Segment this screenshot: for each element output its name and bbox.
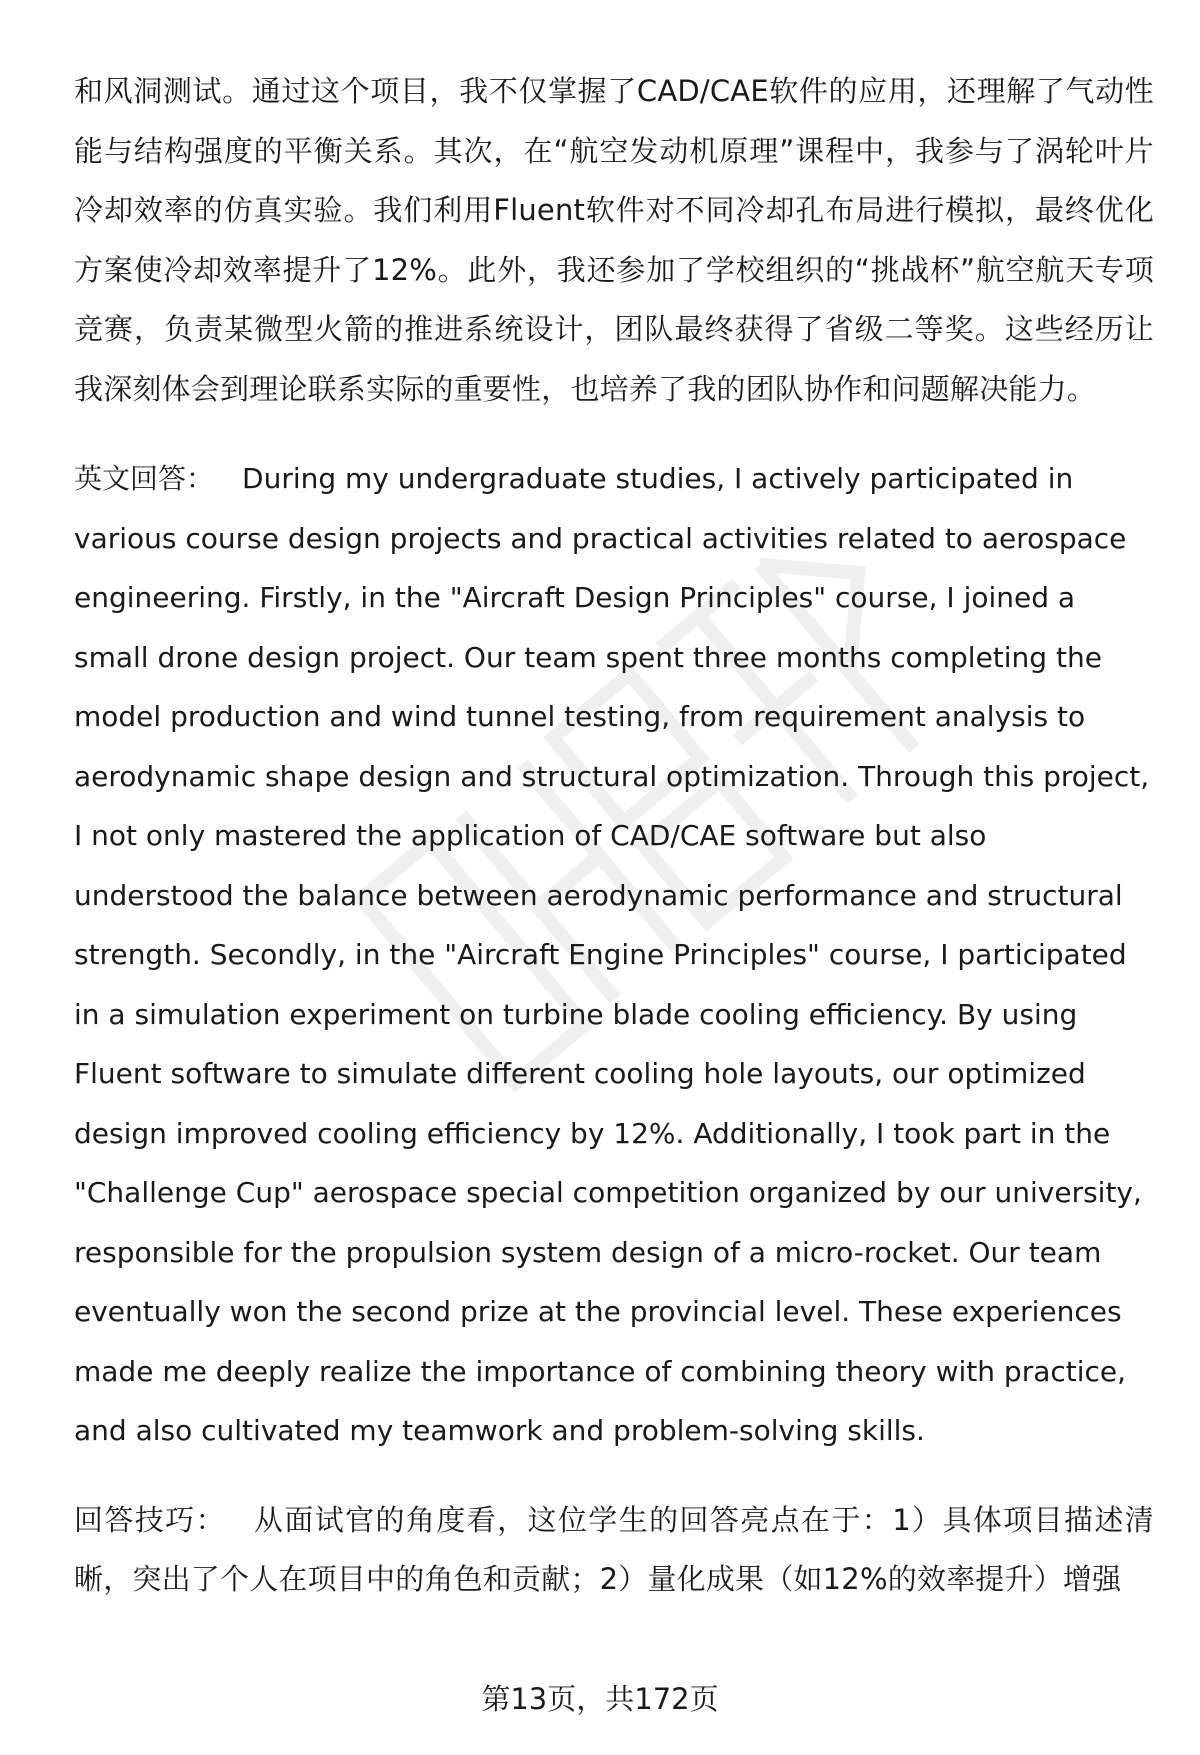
page-number-footer: 第13页，共172页 — [481, 1682, 719, 1716]
english-answer-text: During my undergraduate studies, I actively participated in various course design projects and practical activities related to aerospace engineering. Firstly, in the "Aircraft Design Principles" course, I joined a small drone design project. Our team spent three months completing the model production and wind tunnel testing, from requirement analysis to aerodynamic shape design and structural optimization. Through this project, I not only mastered the application of CAD/CAE software but also understood the balance between aerodynamic performance and structural strength. Secondly, in the "Aircraft Engine Principles" course, I participated in a simulation experiment on turbine blade cooling efficiency. By using Fluent software to simulate different cooling hole layouts, our optimized design improved cooling efficiency by 12%. Additionally, I took part in the "Challenge Cup" aerospace special competition organized by our university, responsible for the propulsion system design of a micro-rocket. Our team eventually won the second prize at the provincial level. These experiences made me deeply realize the importance of combining theory with practice, and also cultivated my teamwork and problem-solving skills. — [74, 462, 1150, 1447]
english-answer-label: 英文回答： — [74, 462, 215, 495]
chinese-paragraph: 和风洞测试。通过这个项目，我不仅掌握了CAD/CAE软件的应用，还理解了气动性能与结构强度的平衡关系。其次，在“航空发动机原理”课程中，我参与了涡轮叶片冷却效率的仿真实验。我们利用Fluent软件对不同冷却孔布局进行模拟，最终优化方案使冷却效率提升了12%。此外，我还参加了学校组织的“挑战杯”航空航天专项竞赛，负责某微型火箭的推进系统设计，团队最终获得了省级二等奖。这些经历让我深刻体会到理论联系实际的重要性，也培养了我的团队协作和问题解决能力。 — [74, 74, 1154, 406]
paragraph-spacer — [74, 419, 1154, 449]
tips-label: 回答技巧： — [74, 1502, 226, 1537]
paragraph-spacer — [74, 1461, 1154, 1491]
page-content — [74, 62, 1154, 1610]
english-answer-paragraph — [74, 449, 1154, 1461]
tips-text: 从面试官的角度看，这位学生的回答亮点在于：1）具体项目描述清晰，突出了个人在项目中的角色和贡献；2）量化成果（如12%的效率提升）增强 — [74, 1502, 1154, 1596]
tips-paragraph — [74, 1491, 1154, 1610]
